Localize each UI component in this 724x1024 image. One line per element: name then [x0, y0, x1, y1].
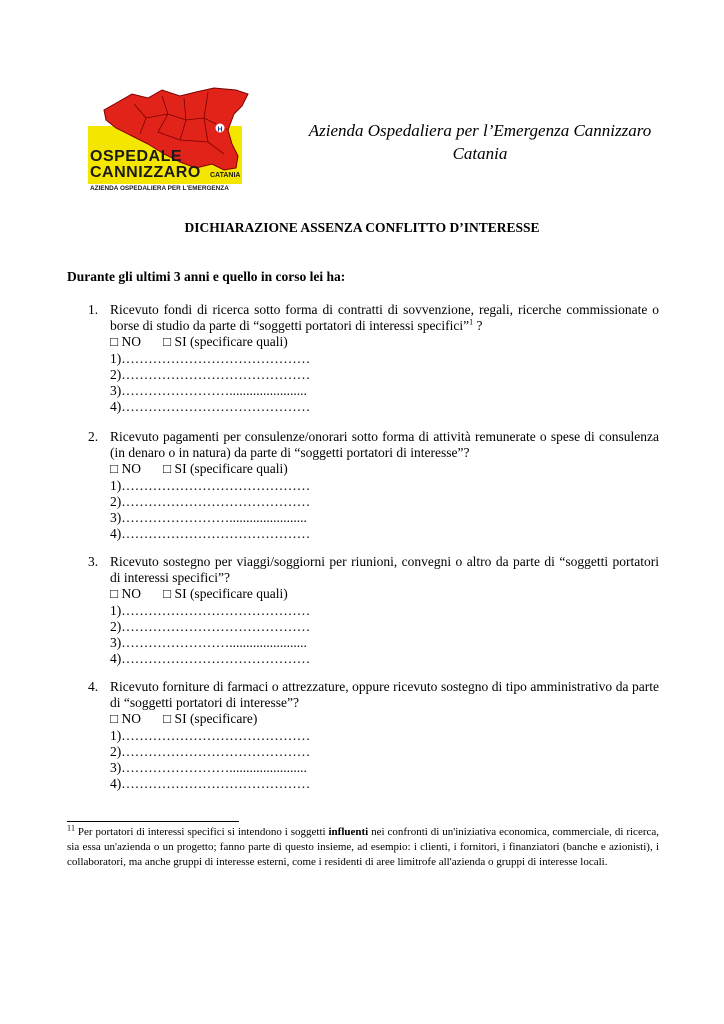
- option-si-checkbox[interactable]: □ SI (specificare quali): [163, 334, 288, 350]
- footnote-ref: 1: [469, 317, 474, 327]
- question-3: [67, 554, 659, 667]
- svg-text:H: H: [217, 126, 223, 134]
- question-number: 1.: [88, 302, 99, 317]
- option-no-checkbox[interactable]: □ NO: [110, 586, 142, 602]
- option-si-checkbox[interactable]: □ SI (specificare quali): [163, 461, 288, 477]
- intro-text: Durante gli ultimi 3 anni e quello in corso lei ha:: [67, 269, 346, 284]
- fill-line[interactable]: 3)…………………….......................: [110, 510, 307, 526]
- org-name: Azienda Ospedaliera per l’Emergenza Cannizzaro: [308, 121, 652, 140]
- question-text: Ricevuto pagamenti per consulenze/onorari sotto forma di attività remunerate o spese di consulenza (in denaro o in natura) da parte di “soggetti portatori di interesse”?: [110, 429, 659, 461]
- fill-line[interactable]: 2)……………………………………: [110, 618, 311, 634]
- fill-line[interactable]: 2)……………………………………: [110, 366, 311, 382]
- option-no-checkbox[interactable]: □ NO: [110, 461, 142, 477]
- logo-text-cannizzaro: CANNIZZARO: [90, 164, 201, 181]
- footnote-marker: 1: [67, 823, 71, 833]
- question-number: 2.: [88, 429, 99, 444]
- footnote-divider: [67, 821, 239, 822]
- question-text: Ricevuto forniture di farmaci o attrezzature, oppure ricevuto sostegno di tipo amministrativo da parte di “soggetti portatori di interesse”?: [110, 679, 659, 711]
- fill-line[interactable]: 3)…………………….......................: [110, 635, 307, 651]
- option-si-checkbox[interactable]: □ SI (specificare quali): [163, 586, 288, 602]
- hospital-logo: [88, 84, 258, 196]
- question-text: Ricevuto sostegno per viaggi/soggiorni per riunioni, convegni o altro da parte di “soggetti portatori di interessi specifici”?: [110, 554, 659, 586]
- fill-line[interactable]: 3)…………………….......................: [110, 760, 307, 776]
- option-no-checkbox[interactable]: □ NO: [110, 711, 142, 727]
- question-2: [67, 429, 659, 542]
- question-number: 3.: [88, 554, 99, 569]
- question-text: Ricevuto fondi di ricerca sotto forma di contratti di sovvenzione, regali, ricerche commissionate o borse di studio da parte di “soggetti portatori di interessi specifici”$^1$ ?: [110, 302, 659, 334]
- fill-line[interactable]: 4)……………………………………: [110, 651, 311, 667]
- fill-line[interactable]: 2)……………………………………: [110, 743, 311, 759]
- fill-line[interactable]: 4)……………………………………: [110, 526, 311, 542]
- answer-options: [110, 461, 659, 477]
- question-4: [67, 679, 659, 792]
- question-1: [67, 302, 659, 415]
- fill-line[interactable]: 3)…………………….......................: [110, 383, 307, 399]
- fill-line[interactable]: 4)……………………………………: [110, 776, 311, 792]
- option-si-checkbox[interactable]: □ SI (specificare): [163, 711, 258, 727]
- answer-options: [110, 711, 659, 727]
- document-title: DICHIARAZIONE ASSENZA CONFLITTO D’INTERESSE: [184, 220, 540, 235]
- option-no-checkbox[interactable]: □ NO: [110, 334, 142, 350]
- answer-options: [110, 334, 659, 350]
- fill-line[interactable]: 2)……………………………………: [110, 493, 311, 509]
- organization-header: [290, 119, 670, 165]
- footnote-sup: 1: [71, 823, 75, 833]
- logo-text-ospedale: OSPEDALE: [90, 148, 183, 165]
- answer-options: [110, 586, 659, 602]
- logo-text-catania: CATANIA: [210, 172, 241, 179]
- footnote: $^{11}$ Per portatori di interessi specifici si intendono i soggetti influenti nei confronti di un'iniziativa economica, commerciale, di ricerca, sia essa un'azienda o un progetto; fanno parte di questo insieme, ad esempio: i clienti, i fornitori, i finanziatori (banche e azionisti), i collaboratori, ma anche gruppi di interesse esterni, come i residenti di aree limitrofe all'azienda o gruppi di interesse locali.: [67, 823, 659, 868]
- fill-line[interactable]: 1)……………………………………: [110, 477, 311, 493]
- fill-line[interactable]: 1)……………………………………: [110, 602, 311, 618]
- logo-tagline: AZIENDA OSPEDALIERA PER L'EMERGENZA: [90, 185, 229, 192]
- fill-line[interactable]: 1)……………………………………: [110, 727, 311, 743]
- fill-line[interactable]: 1)……………………………………: [110, 350, 311, 366]
- fill-line[interactable]: 4)……………………………………: [110, 399, 311, 415]
- question-number: 4.: [88, 679, 99, 694]
- footnote-bold-word: influenti: [328, 826, 369, 838]
- org-city: Catania: [452, 144, 508, 163]
